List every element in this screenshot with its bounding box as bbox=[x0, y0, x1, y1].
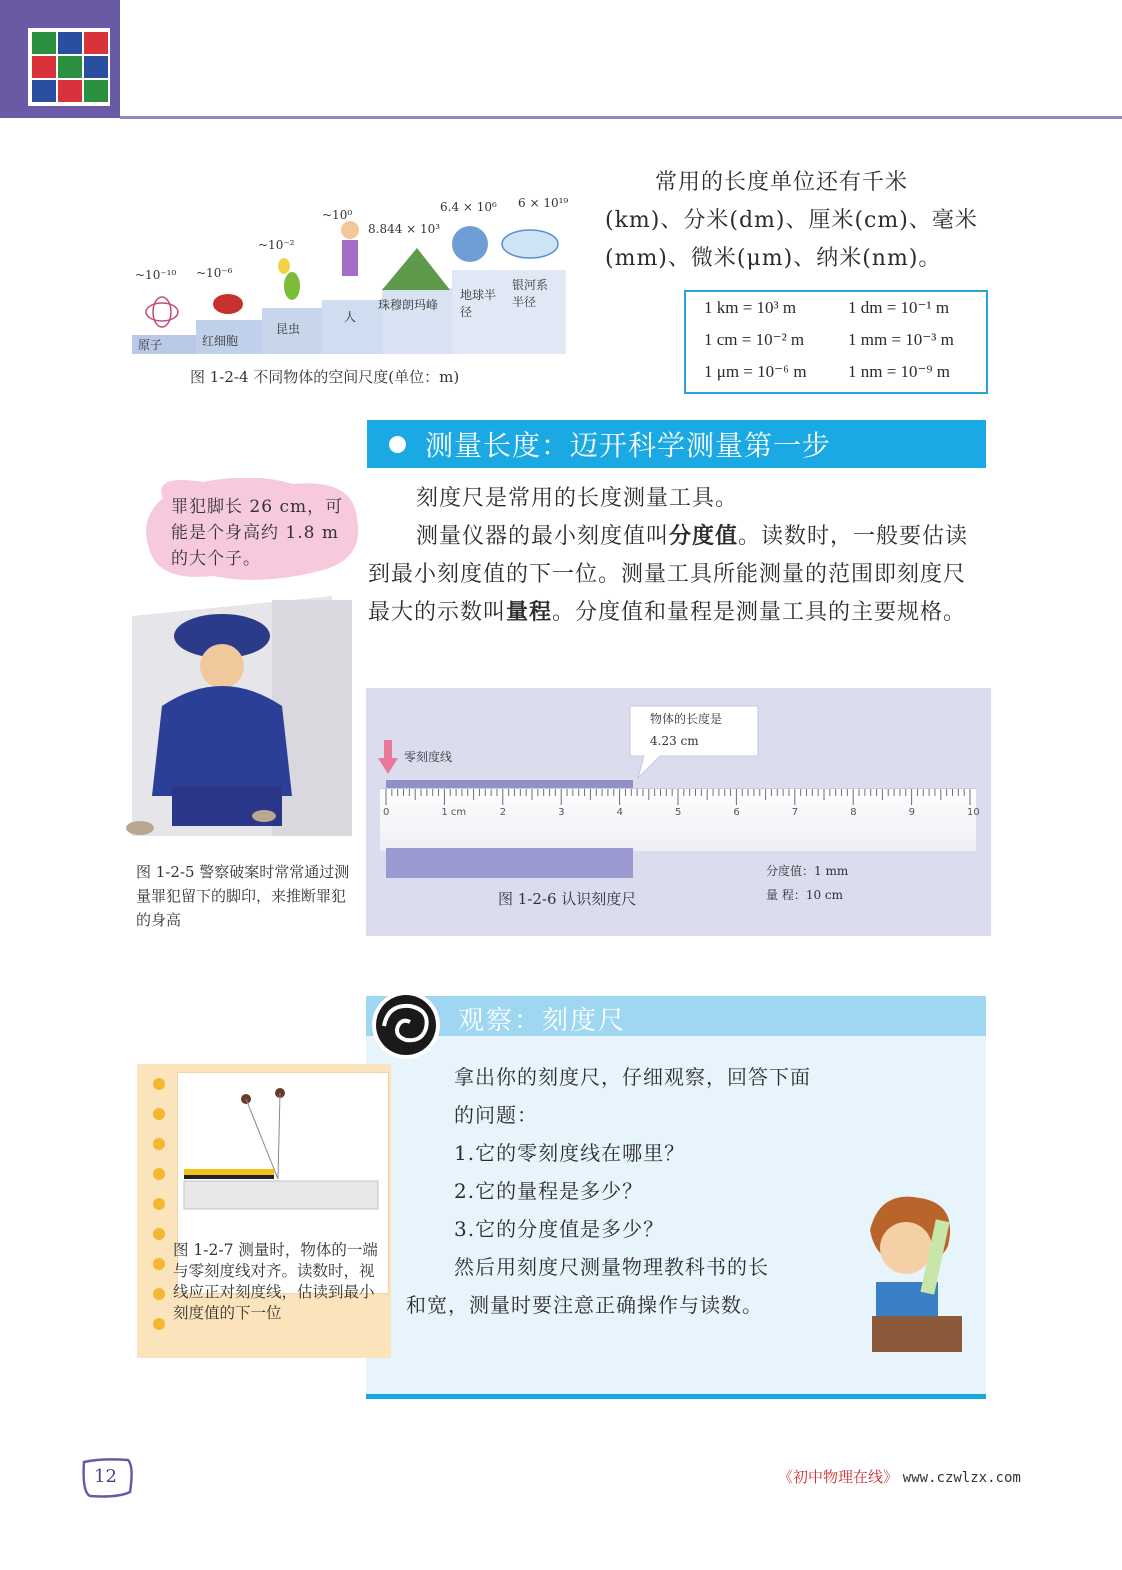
scale-label-galaxy: 银河系半径 bbox=[512, 278, 549, 309]
question-2: 2.它的量程是多少？ bbox=[454, 1179, 644, 1203]
zero-arrow-icon bbox=[378, 740, 398, 776]
footer-brand-name: 《初中物理在线》 bbox=[778, 1468, 899, 1486]
scale-label-atom: 原子 bbox=[138, 338, 163, 352]
callout-line-1: 物体的长度是 bbox=[650, 712, 723, 726]
spiral-icon bbox=[370, 990, 442, 1060]
unit-intro-text bbox=[605, 164, 990, 278]
task-line-1: 然后用刻度尺测量物理教科书的长 bbox=[454, 1255, 769, 1279]
unit-mm: 1 mm = 10⁻³ m bbox=[848, 330, 954, 349]
object-bar bbox=[386, 848, 633, 878]
unit-um: 1 μm = 10⁻⁶ m bbox=[704, 362, 807, 381]
ruler-tick-label: 6 bbox=[733, 807, 740, 818]
ruler-tick-label: 9 bbox=[908, 807, 915, 818]
unit-conversion-box bbox=[684, 290, 988, 394]
scale-value-cell: ~10⁻⁶ bbox=[196, 266, 233, 280]
unit-km: 1 km = 10³ m bbox=[704, 298, 797, 317]
section-title: 测量长度：迈开科学测量第一步 bbox=[425, 429, 832, 462]
spec-range: 量 程：10 cm bbox=[766, 888, 843, 902]
intro-line-1: 常用的长度单位还有千米 bbox=[655, 170, 909, 195]
scale-label-insect: 昆虫 bbox=[276, 322, 301, 336]
figure-caption-1-2-5: 图 1-2-5 警察破案时常常通过测量罪犯留下的脚印，来推断罪犯的身高 bbox=[136, 863, 350, 929]
unit-nm: 1 nm = 10⁻⁹ m bbox=[848, 362, 950, 381]
callout-line-2: 4.23 cm bbox=[650, 734, 699, 748]
keyword-range: 量程 bbox=[506, 600, 553, 625]
ruler-tick-label: 8 bbox=[850, 807, 857, 818]
boy-with-ruler-icon bbox=[840, 1190, 970, 1360]
footer-url: www.czwlzx.com bbox=[902, 1470, 1021, 1486]
scale-label-mountain: 珠穆朗玛峰 bbox=[378, 298, 439, 312]
ruler-tick-label: 4 bbox=[616, 807, 623, 818]
measurement-paragraph-2: 测量仪器的最小刻度值叫分度值。读数时，一般要估读到最小刻度值的下一位。测量工具所能测量的范围即刻度尺最大的示数叫量程。分度值和量程是测量工具的主要规格。 bbox=[368, 524, 969, 625]
ruler-tick-label: 10 bbox=[967, 807, 980, 818]
figure-caption-1-2-6: 图 1-2-6 认识刻度尺 bbox=[498, 890, 637, 908]
intro-line-3: (mm)、微米(μm)、纳米(nm)。 bbox=[605, 246, 942, 271]
scale-value-mountain: 8.844 × 10³ bbox=[368, 222, 441, 236]
ruler-tick-label: 3 bbox=[558, 807, 565, 818]
keyword-division-value: 分度值 bbox=[669, 524, 739, 549]
observe-title: 观察：刻度尺 bbox=[458, 1006, 627, 1036]
page-number: 12 bbox=[94, 1466, 117, 1487]
measurement-text bbox=[368, 480, 988, 632]
pencil-ruler-icon bbox=[178, 1073, 388, 1243]
header-rule bbox=[120, 116, 1122, 119]
ruler-tick-label: 5 bbox=[675, 807, 682, 818]
grid-logo-icon bbox=[28, 28, 110, 106]
scale-value-galaxy: 6 × 10¹⁹ bbox=[518, 196, 569, 210]
police-illustration-icon bbox=[112, 596, 352, 846]
question-1: 1.它的零刻度线在哪里？ bbox=[454, 1141, 686, 1165]
observe-intro: 拿出你的刻度尺，仔细观察，回答下面的问题： bbox=[454, 1065, 811, 1127]
scale-label-earth: 地球半径 bbox=[460, 288, 497, 319]
observe-text bbox=[406, 1058, 826, 1324]
scale-value-earth: 6.4 × 10⁶ bbox=[440, 200, 497, 214]
footer-brand bbox=[778, 1466, 1021, 1487]
bubble-text: 罪犯脚长 26 cm，可能是个身高约 1.8 m 的大个子。 bbox=[171, 497, 344, 569]
scale-value-atom: ~10⁻¹⁰ bbox=[135, 268, 177, 282]
ruler-tick-label: 2 bbox=[499, 807, 507, 818]
bullet-icon bbox=[389, 436, 406, 453]
notebook-figure bbox=[137, 1064, 391, 1358]
figure-caption-1-2-4: 图 1-2-4 不同物体的空间尺度(单位：m) bbox=[190, 368, 460, 386]
scale-label-person: 人 bbox=[344, 310, 357, 324]
intro-line-2: (km)、分米(dm)、厘米(cm)、毫米 bbox=[605, 208, 978, 233]
section-header bbox=[367, 420, 986, 468]
unit-dm: 1 dm = 10⁻¹ m bbox=[848, 298, 950, 317]
zero-line-label: 零刻度线 bbox=[404, 750, 453, 764]
question-3: 3.它的分度值是多少？ bbox=[454, 1217, 665, 1241]
spec-division: 分度值：1 mm bbox=[766, 864, 849, 878]
measurement-paragraph-1: 刻度尺是常用的长度测量工具。 bbox=[416, 486, 739, 511]
observe-bottom-rule bbox=[366, 1394, 986, 1399]
ruler-tick-label: 7 bbox=[791, 807, 799, 818]
figure-caption-1-2-7: 图 1-2-7 测量时，物体的一端与零刻度线对齐。读数时，视线应正对刻度线，估读到最小刻度值的下一位 bbox=[173, 1241, 378, 1322]
scale-value-insect: ~10⁻² bbox=[258, 238, 295, 252]
object-top-bar bbox=[386, 780, 633, 788]
scale-label-cell: 红细胞 bbox=[202, 334, 239, 348]
ruler-figure bbox=[366, 688, 991, 936]
ruler-tick-label: 1 cm bbox=[441, 807, 467, 818]
notebook-rings-icon bbox=[149, 1074, 169, 1344]
ruler-tick-label: 0 bbox=[383, 807, 390, 818]
scale-value-person: ~10⁰ bbox=[322, 208, 353, 222]
unit-cm: 1 cm = 10⁻² m bbox=[704, 330, 805, 349]
ruler bbox=[380, 788, 980, 851]
task-line-2: 和宽，测量时要注意正确操作与读数。 bbox=[406, 1293, 763, 1317]
